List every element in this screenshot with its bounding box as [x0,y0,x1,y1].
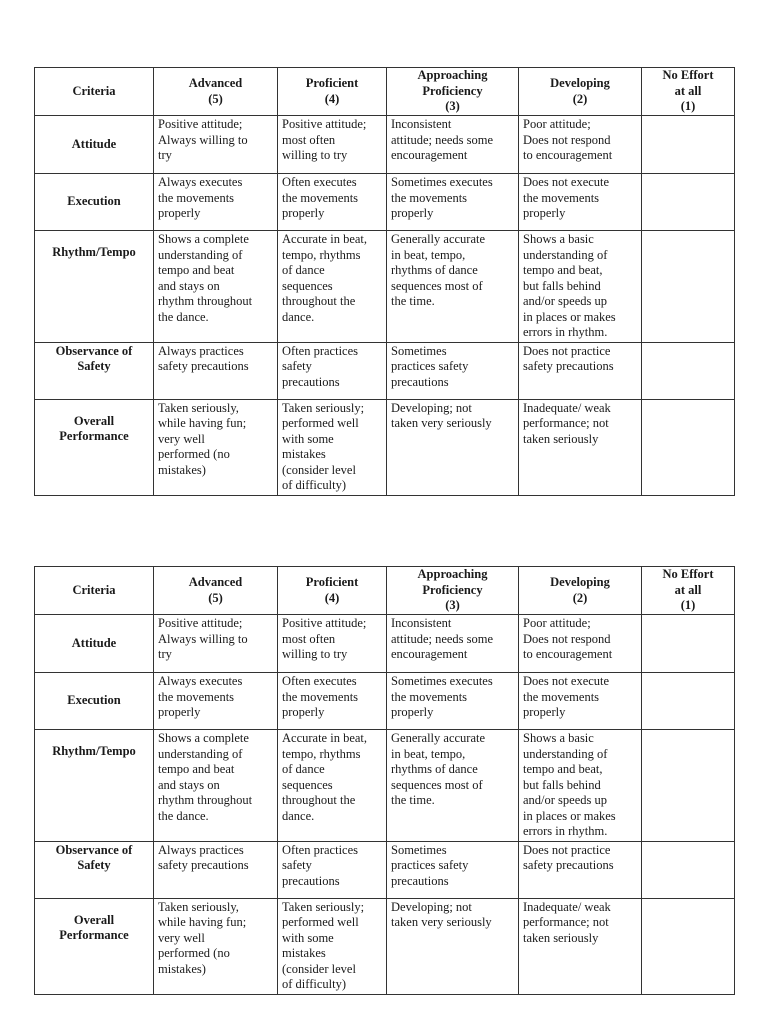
header-label-line: (2) [572,590,588,605]
cell-advanced: Always executes the movements properly [154,174,278,231]
criterion-attitude: Attitude [35,116,154,174]
cell-advanced: Taken seriously, while having fun; very well performed (no mistakes) [154,898,278,994]
header-label-line: No Effort [662,68,714,83]
cell-advanced: Always practices safety precautions [154,841,278,898]
header-label-line: (3) [445,598,460,613]
cell-proficient: Taken seriously; performed well with some mistakes (consider level of difficulty) [278,898,387,994]
criterion-rhythm-tempo: Rhythm/Tempo [35,231,154,343]
header-label-line: at all [674,582,702,597]
cell-proficient: Often practices safety precautions [278,342,387,399]
header-label-line: Approaching [417,567,488,582]
cell-no-effort [642,730,735,842]
cell-advanced: Shows a complete understanding of tempo and beat and stays on rhythm throughout the dance. [154,231,278,343]
cell-proficient: Taken seriously; performed well with some mistakes (consider level of difficulty) [278,399,387,495]
header-label-line: (2) [572,91,588,106]
cell-approaching: Sometimes practices safety precautions [387,342,519,399]
table-row [35,231,735,343]
cell-developing: Does not practice safety precautions [519,342,642,399]
criterion-rhythm-tempo: Rhythm/Tempo [35,730,154,842]
cell-advanced: Shows a complete understanding of tempo and beat and stays on rhythm throughout the dance. [154,730,278,842]
cell-proficient: Positive attitude; most often willing to try [278,116,387,174]
criterion-overall-performance: Overall Performance [35,898,154,994]
cell-approaching: Developing; not taken very seriously [387,399,519,495]
header-label-line: (1) [680,598,696,613]
cell-no-effort [642,841,735,898]
cell-approaching: Sometimes executes the movements properly [387,174,519,231]
cell-no-effort [642,342,735,399]
header-label-line: Developing [550,76,610,90]
header-label-line: Proficient [305,575,359,589]
rubric-table-top [34,67,735,496]
cell-no-effort [642,898,735,994]
cell-approaching: Sometimes practices safety precautions [387,841,519,898]
table-row [35,116,735,174]
cell-approaching: Inconsistent attitude; needs some encouragement [387,116,519,174]
header-label-line: No Effort [662,567,714,582]
header-no-effort [642,567,735,615]
header-criteria [35,567,154,615]
header-label-line: Developing [550,575,610,589]
header-row [35,567,735,615]
cell-developing: Inadequate/ weak performance; not taken seriously [519,399,642,495]
criterion-execution: Execution [35,174,154,231]
table-row [35,673,735,730]
cell-developing: Inadequate/ weak performance; not taken seriously [519,898,642,994]
header-advanced [154,68,278,116]
header-no-effort [642,68,735,116]
table-row [35,174,735,231]
table-row [35,841,735,898]
cell-developing: Poor attitude; Does not respond to encouragement [519,615,642,673]
cell-developing: Shows a basic understanding of tempo and beat, but falls behind and/or speeds up in places or makes errors in rhythm. [519,730,642,842]
cell-approaching: Generally accurate in beat, tempo, rhythms of dance sequences most of the time. [387,231,519,343]
table-row [35,730,735,842]
cell-advanced: Always practices safety precautions [154,342,278,399]
header-label-line: at all [674,83,702,98]
cell-no-effort [642,116,735,174]
cell-proficient: Often executes the movements properly [278,174,387,231]
cell-proficient: Accurate in beat, tempo, rhythms of dance sequences throughout the dance. [278,730,387,842]
header-developing [519,68,642,116]
table-row [35,898,735,994]
cell-no-effort [642,174,735,231]
table-row [35,342,735,399]
cell-approaching: Inconsistent attitude; needs some encouragement [387,615,519,673]
cell-advanced: Taken seriously, while having fun; very well performed (no mistakes) [154,399,278,495]
cell-approaching: Developing; not taken very seriously [387,898,519,994]
cell-proficient: Often practices safety precautions [278,841,387,898]
header-label-line: Criteria [72,83,116,98]
cell-no-effort [642,615,735,673]
header-label-line: Proficiency [422,83,483,98]
header-advanced [154,567,278,615]
cell-advanced: Always executes the movements properly [154,673,278,730]
cell-approaching: Generally accurate in beat, tempo, rhythms of dance sequences most of the time. [387,730,519,842]
cell-developing: Does not execute the movements properly [519,174,642,231]
header-approaching-proficiency [387,567,519,615]
cell-proficient: Accurate in beat, tempo, rhythms of dance sequences throughout the dance. [278,231,387,343]
criterion-overall-performance: Overall Performance [35,399,154,495]
header-label-line: (5) [208,590,223,605]
criterion-execution: Execution [35,673,154,730]
cell-developing: Shows a basic understanding of tempo and beat, but falls behind and/or speeds up in places or makes errors in rhythm. [519,231,642,343]
header-label-line: (5) [208,91,223,106]
criterion-attitude: Attitude [35,615,154,673]
cell-developing: Does not practice safety precautions [519,841,642,898]
header-label-line: Approaching [417,68,488,83]
header-label-line: (1) [680,99,696,114]
header-label-line: Advanced [188,575,243,589]
table-row [35,399,735,495]
rubric-table-bottom [34,566,735,995]
header-approaching-proficiency [387,68,519,116]
cell-no-effort [642,231,735,343]
header-developing [519,567,642,615]
cell-advanced: Positive attitude; Always willing to try [154,615,278,673]
cell-proficient: Often executes the movements properly [278,673,387,730]
header-row [35,68,735,116]
criterion-observance-of-safety: Observance of Safety [35,342,154,399]
header-label-line: Criteria [72,582,116,597]
cell-developing: Does not execute the movements properly [519,673,642,730]
header-label-line: (4) [324,590,340,605]
header-label-line: Proficient [305,76,359,90]
table-row [35,615,735,673]
header-label-line: Proficiency [422,582,483,597]
cell-approaching: Sometimes executes the movements properly [387,673,519,730]
header-proficient [278,68,387,116]
cell-developing: Poor attitude; Does not respond to encouragement [519,116,642,174]
criterion-observance-of-safety: Observance of Safety [35,841,154,898]
header-label-line: (3) [445,99,460,114]
header-label-line: Advanced [188,76,243,90]
cell-no-effort [642,399,735,495]
header-label-line: (4) [324,91,340,106]
header-criteria [35,68,154,116]
cell-no-effort [642,673,735,730]
header-proficient [278,567,387,615]
cell-advanced: Positive attitude; Always willing to try [154,116,278,174]
cell-proficient: Positive attitude; most often willing to try [278,615,387,673]
